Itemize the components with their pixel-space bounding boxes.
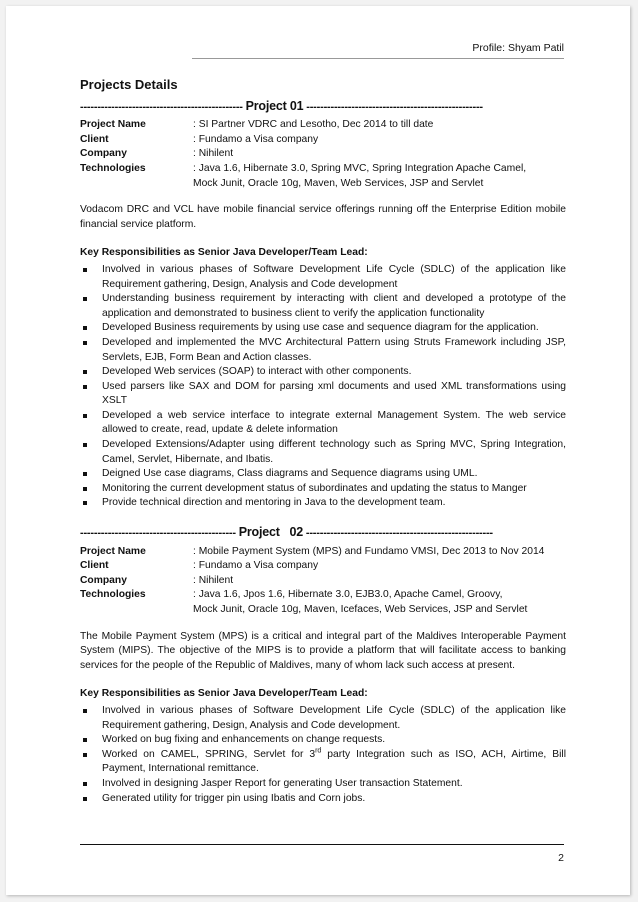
project1-info [80, 118, 526, 191]
list-item: Developed and implemented the MVC Architectural Pattern using Struts Framework including JSP, Servlets, EJB, Form Bean and Action classes. [80, 336, 566, 365]
list-item: Deigned Use case diagrams, Class diagrams and Sequence diagrams using UML. [80, 467, 566, 482]
bullet-square-icon [83, 341, 87, 345]
list-item: Generated utility for trigger pin using Ibatis and Corn jobs. [80, 792, 566, 807]
page-number: 2 [558, 852, 564, 864]
project1-field-client: Client : Fundamo a Visa company [80, 133, 319, 145]
list-item: Used parsers like SAX and DOM for parsing xml documents and used XML transformations using XSLT [80, 380, 566, 409]
bullet-square-icon [83, 797, 87, 801]
bullet-square-icon [83, 268, 87, 272]
project1-description: Vodacom DRC and VCL have mobile financial service offerings running off the Enterprise Edition mobile financial service platform. [80, 204, 566, 230]
project2-divider: --------------------------------------------- Project 02 ------------------------------------------------------ [80, 525, 493, 540]
project2-kr-title: Key Responsibilities as Senior Java Developer/Team Lead: [80, 688, 368, 700]
header-rule [192, 58, 564, 59]
project2-responsibilities [80, 704, 566, 806]
project2-field-client: Client : Fundamo a Visa company [80, 560, 319, 572]
project2-info [80, 545, 544, 618]
project1-field-company: Company : Nihilent [80, 148, 234, 160]
project2-field-name: Project Name : Mobile Payment System (MPS) and Fundamo VMSI, Dec 2013 to Nov 2014 [80, 545, 545, 557]
list-item: Monitoring the current development status of subordinates and updating the status to Manger [80, 482, 566, 497]
list-item: Worked on bug fixing and enhancements on change requests. [80, 733, 566, 748]
project1-divider: ----------------------------------------------- Project 01 --------------------------------------------------- [80, 98, 483, 113]
bullet-square-icon [83, 472, 87, 476]
list-item: Developed Extensions/Adapter using different technology such as Spring MVC, Spring Integration, Camel, Servlet, Hibernate, and Ibatis. [80, 438, 566, 467]
list-item: Developed Web services (SOAP) to interact with other components. [80, 365, 566, 380]
project1-label: Project 01 [245, 98, 304, 113]
bullet-square-icon [83, 753, 87, 757]
list-item: Worked on CAMEL, SPRING, Servlet for 3rd party Integration such as ISO, ACH, Airtime, Bill Payment, International remittance. [80, 748, 566, 777]
bullet-square-icon [83, 501, 87, 505]
list-item: Involved in designing Jasper Report for generating User transaction Statement. [80, 777, 566, 792]
bullet-square-icon [83, 297, 87, 301]
list-item: Involved in various phases of Software Development Life Cycle (SDLC) of the application like Requirement gathering, Design, Analysis and Code development. [80, 704, 566, 733]
bullet-square-icon [83, 414, 87, 418]
project1-kr-title: Key Responsibilities as Senior Java Developer/Team Lead: [80, 247, 368, 259]
project1-responsibilities [80, 263, 566, 511]
list-item: Provide technical direction and mentoring in Java to the development team. [80, 496, 566, 511]
bullet-square-icon [83, 738, 87, 742]
list-item: Developed a web service interface to integrate external Management System. The web service allowed to create, read, update & delete information [80, 409, 566, 438]
bullet-square-icon [83, 385, 87, 389]
bullet-square-icon [83, 709, 87, 713]
list-item: Developed Business requirements by using use case and sequence diagram for the application. [80, 321, 566, 336]
bullet-square-icon [83, 443, 87, 447]
project2-field-company: Company : Nihilent [80, 574, 234, 586]
section-title: Projects Details [80, 77, 178, 92]
page-content [80, 78, 566, 806]
project2-description: The Mobile Payment System (MPS) is a critical and integral part of the Maldives Interoperable Payment System (MIPS). The objective of the MIPS is to provide a platform that will facilitate access to banking services for the people of the Republic of Maldives, many of whom lack such access at present. [80, 630, 566, 671]
footer-rule [80, 844, 564, 845]
project2-label: Project 02 [238, 525, 304, 540]
document-page [6, 6, 630, 895]
header-profile: Profile: Shyam Patil [472, 42, 564, 54]
bullet-square-icon [83, 782, 87, 786]
bullet-square-icon [83, 326, 87, 330]
project1-field-name: Project Name : SI Partner VDRC and Lesotho, Dec 2014 to till date [80, 119, 434, 131]
bullet-square-icon [83, 370, 87, 374]
project2-field-technologies: Technologies : Java 1.6, Jpos 1.6, Hibernate 3.0, EJB3.0, Apache Camel, Groovy, Mock Junit, Oracle 10g, Maven, Icefaces, Web Services, JSP and Servlet [80, 589, 528, 615]
list-item: Involved in various phases of Software Development Life Cycle (SDLC) of the application like Requirement gathering, Design, Analysis and Code development [80, 263, 566, 292]
list-item: Understanding business requirement by interacting with client and developed a prototype of the application and demonstrated to business client to verify the application functionality [80, 292, 566, 321]
bullet-square-icon [83, 487, 87, 491]
project1-field-technologies: Technologies : Java 1.6, Hibernate 3.0, Spring MVC, Spring Integration Apache Camel, Mock Junit, Oracle 10g, Maven, Web Services, JSP and Servlet [80, 162, 527, 189]
